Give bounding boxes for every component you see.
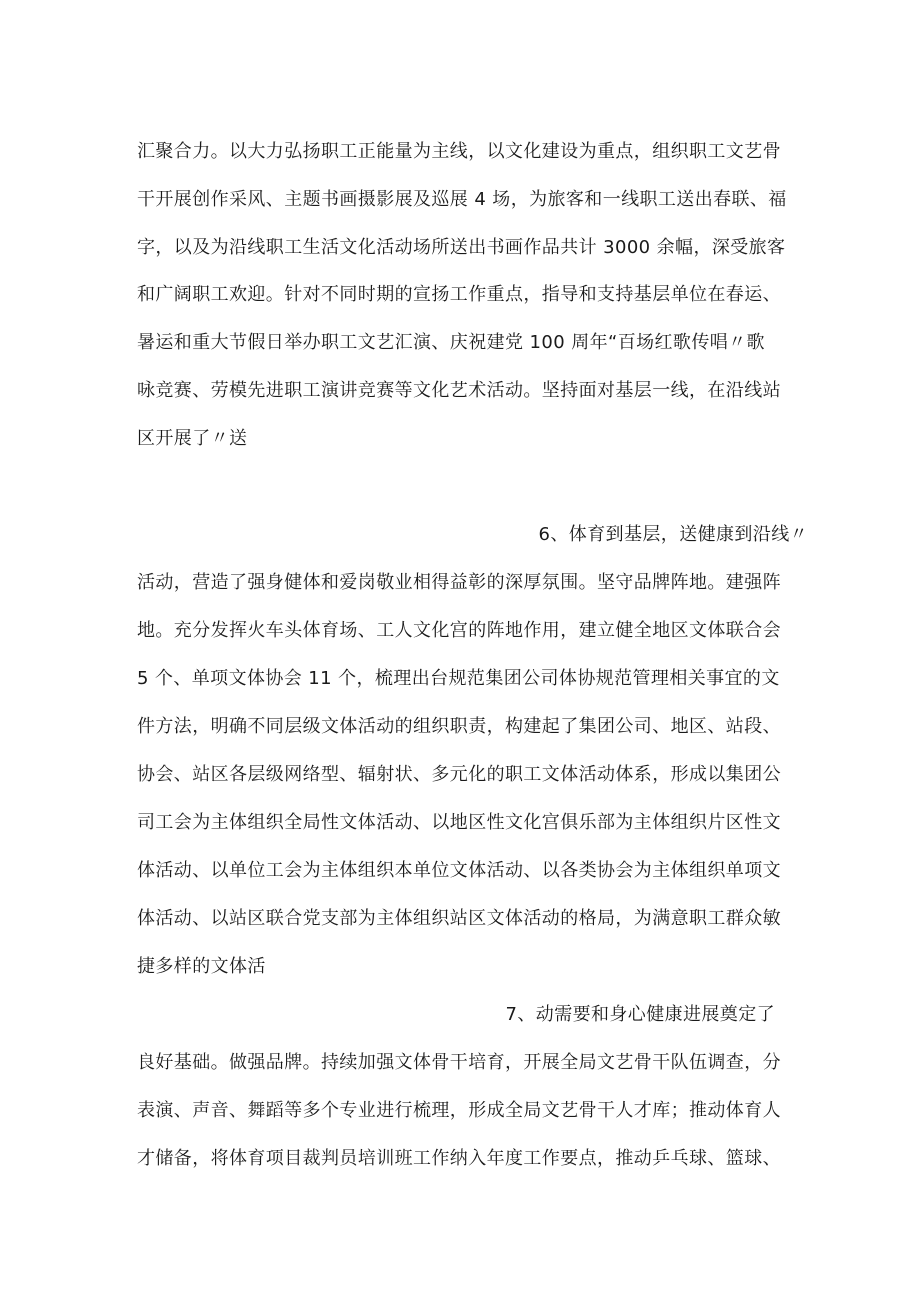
text-line: 区开展了〃送 (137, 428, 248, 449)
text-line: 体活动、以站区联合党支部为主体组织站区文体活动的格局，为满意职工群众敏 (137, 908, 781, 929)
text-line: 表演、声音、舞蹈等多个专业进行梳理，形成全局文艺骨干人才库；推动体育人 (137, 1100, 781, 1121)
text-line: 5 个、单项文体协会 11 个，梳理出台规范集团公司体协规范管理相关事宜的文 (137, 668, 780, 689)
text-line: 协会、站区各层级网络型、辐射状、多元化的职工文体活动体系，形成以集团公 (137, 764, 781, 785)
text-line: 咏竞赛、劳模先进职工演讲竞赛等文化艺术活动。坚持面对基层一线，在沿线站 (137, 380, 781, 401)
section-heading-6: 6、体育到基层，送健康到沿线〃 (538, 524, 808, 545)
text-line: 活动，营造了强身健体和爱岗敬业相得益彰的深厚氛围。坚守品牌阵地。建强阵 (137, 572, 781, 593)
text-line: 体活动、以单位工会为主体组织本单位文体活动、以各类协会为主体组织单项文 (137, 860, 781, 881)
section-heading-7: 7、动需要和身心健康进展奠定了 (505, 1004, 775, 1025)
text-line: 暑运和重大节假日举办职工文艺汇演、庆祝建党 100 周年“百场红歌传唱〃歌 (137, 332, 765, 353)
text-line: 和广阔职工欢迎。针对不同时期的宣扬工作重点，指导和支持基层单位在春运、 (137, 284, 781, 305)
text-line: 良好基础。做强品牌。持续加强文体骨干培育，开展全局文艺骨干队伍调查，分 (137, 1052, 781, 1073)
text-line: 地。充分发挥火车头体育场、工人文化宫的阵地作用，建立健全地区文体联合会 (137, 620, 781, 641)
text-line: 干开展创作采风、主题书画摄影展及巡展 4 场，为旅客和一线职工送出春联、福 (137, 189, 787, 210)
text-line: 司工会为主体组织全局性文体活动、以地区性文化宫俱乐部为主体组织片区性文 (137, 812, 781, 833)
text-line: 字，以及为沿线职工生活文化活动场所送出书画作品共计 3000 余幅，深受旅客 (137, 237, 786, 258)
text-line: 才储备，将体育项目裁判员培训班工作纳入年度工作要点，推动乒乓球、篮球、 (137, 1148, 781, 1169)
text-line: 捷多样的文体活 (137, 956, 266, 977)
text-line: 汇聚合力。以大力弘扬职工正能量为主线，以文化建设为重点，组织职工文艺骨 (137, 141, 781, 162)
text-line: 件方法，明确不同层级文体活动的组织职责，构建起了集团公司、地区、站段、 (137, 716, 781, 737)
